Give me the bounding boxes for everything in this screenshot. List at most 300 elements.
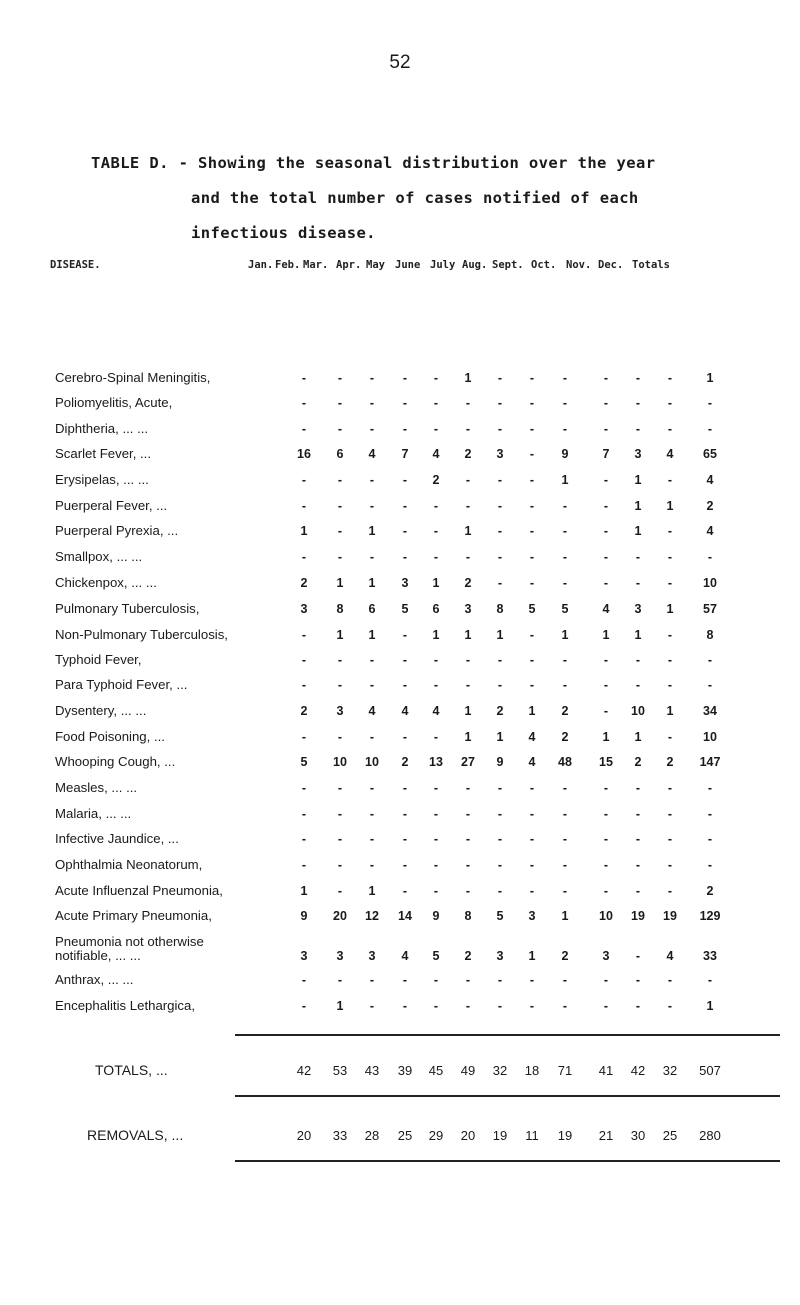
month-cell: -	[369, 832, 375, 846]
column-header: Totals	[632, 259, 670, 271]
month-cell: 1	[602, 730, 610, 744]
disease-label	[55, 907, 212, 925]
month-cell: 1	[368, 576, 376, 590]
month-cell: -	[433, 832, 439, 846]
month-cell: 1	[464, 371, 472, 385]
month-cell: -	[402, 550, 408, 564]
month-cell: -	[667, 884, 673, 898]
month-cell: 10	[365, 755, 379, 769]
table-title	[91, 146, 791, 251]
month-cell: -	[497, 653, 503, 667]
month-cell: -	[603, 678, 609, 692]
month-cell: 3	[336, 704, 344, 718]
month-cell: -	[603, 371, 609, 385]
month-cell: -	[433, 973, 439, 987]
month-cell: -	[562, 807, 568, 821]
month-cell: 1	[634, 628, 642, 642]
month-cell: -	[529, 422, 535, 436]
month-cell: -	[529, 371, 535, 385]
month-cell: 2	[496, 704, 504, 718]
month-cell: -	[635, 550, 641, 564]
month-cell: 3	[634, 447, 642, 461]
month-cell: -	[369, 473, 375, 487]
disease-label-line: Dysentery, ... ...	[55, 703, 147, 718]
month-cell: 1	[602, 628, 610, 642]
month-cell: 4	[432, 447, 440, 461]
month-cell: 4	[666, 949, 674, 963]
disease-label	[55, 471, 149, 489]
month-cell: -	[465, 807, 471, 821]
month-cell: 3	[634, 602, 642, 616]
month-cell: -	[433, 807, 439, 821]
horizontal-rule	[235, 1034, 780, 1036]
month-cell: 1	[464, 730, 472, 744]
month-cell: -	[667, 550, 673, 564]
month-cell: -	[529, 858, 535, 872]
month-cell: -	[301, 730, 307, 744]
month-cell: -	[301, 550, 307, 564]
month-cell: -	[635, 884, 641, 898]
month-cell: -	[337, 678, 343, 692]
month-cell: -	[529, 678, 535, 692]
month-cell: -	[529, 781, 535, 795]
disease-label	[55, 497, 167, 515]
month-cell: -	[337, 524, 343, 538]
month-cell: -	[562, 884, 568, 898]
month-cell: -	[635, 832, 641, 846]
month-cell: -	[433, 422, 439, 436]
disease-label	[55, 548, 142, 566]
page-number: 52	[389, 52, 411, 73]
month-cell: 1	[634, 524, 642, 538]
disease-label-line: Erysipelas, ... ...	[55, 472, 149, 487]
month-cell: -	[433, 858, 439, 872]
month-cell: 4	[401, 704, 409, 718]
month-cell: -	[402, 473, 408, 487]
month-cell: 19	[663, 909, 677, 923]
month-cell: 8	[336, 602, 344, 616]
month-cell: -	[603, 807, 609, 821]
month-cell: -	[369, 653, 375, 667]
title-line-3: infectious disease.	[191, 224, 376, 242]
month-cell: -	[301, 832, 307, 846]
month-cell: 1	[666, 602, 674, 616]
disease-label-line: notifiable, ... ...	[55, 948, 141, 963]
month-cell: -	[635, 653, 641, 667]
month-cell: 3	[336, 949, 344, 963]
month-cell: -	[301, 653, 307, 667]
removals-cell: 30	[630, 1128, 646, 1143]
month-cell: -	[337, 832, 343, 846]
month-cell: -	[667, 973, 673, 987]
month-cell: -	[497, 858, 503, 872]
month-cell: -	[369, 499, 375, 513]
row-total-cell: 8	[706, 628, 714, 642]
month-cell: -	[433, 371, 439, 385]
disease-label	[55, 997, 195, 1015]
month-cell: 5	[432, 949, 440, 963]
month-cell: -	[369, 807, 375, 821]
month-cell: -	[635, 678, 641, 692]
removals-cell: 29	[428, 1128, 444, 1143]
month-cell: 2	[300, 576, 308, 590]
title-line-2: and the total number of cases notified of each	[191, 189, 639, 207]
month-cell: -	[497, 371, 503, 385]
column-header: Apr.	[336, 259, 362, 271]
month-cell: -	[337, 730, 343, 744]
month-cell: -	[465, 550, 471, 564]
totals-cell: 45	[428, 1063, 444, 1078]
month-cell: -	[369, 396, 375, 410]
disease-label-line: Smallpox, ... ...	[55, 549, 143, 564]
removals-cell: 19	[557, 1128, 573, 1143]
row-total-cell: 2	[706, 499, 714, 513]
month-cell: -	[529, 473, 535, 487]
month-cell: -	[433, 999, 439, 1013]
month-cell: -	[529, 396, 535, 410]
month-cell: -	[433, 550, 439, 564]
row-total-cell: 65	[703, 447, 717, 461]
month-cell: -	[337, 807, 343, 821]
month-cell: -	[301, 678, 307, 692]
month-cell: -	[301, 807, 307, 821]
month-cell: 1	[336, 628, 344, 642]
month-cell: -	[433, 524, 439, 538]
disease-label	[55, 882, 223, 900]
month-cell: -	[402, 884, 408, 898]
month-cell: -	[465, 653, 471, 667]
month-cell: 4	[432, 704, 440, 718]
month-cell: 2	[666, 755, 674, 769]
month-cell: 5	[528, 602, 536, 616]
month-cell: -	[402, 973, 408, 987]
month-cell: -	[337, 550, 343, 564]
month-cell: -	[402, 422, 408, 436]
disease-label-line: Ophthalmia Neonatorum,	[55, 857, 203, 872]
month-cell: -	[667, 730, 673, 744]
month-cell: 1	[368, 628, 376, 642]
month-cell: 1	[368, 884, 376, 898]
column-header: July	[430, 259, 456, 271]
month-cell: 9	[300, 909, 308, 923]
totals-cell: 53	[332, 1063, 348, 1078]
month-cell: -	[497, 678, 503, 692]
month-cell: 4	[401, 949, 409, 963]
removals-cell: 20	[460, 1128, 476, 1143]
month-cell: -	[301, 973, 307, 987]
month-cell: 3	[368, 949, 376, 963]
month-cell: 27	[461, 755, 475, 769]
disease-label-line: Pneumonia not otherwise	[55, 934, 204, 949]
month-cell: -	[337, 422, 343, 436]
disease-label-line: Infective Jaundice, ...	[55, 831, 179, 846]
month-cell: 2	[432, 473, 440, 487]
month-cell: -	[402, 628, 408, 642]
month-cell: -	[497, 807, 503, 821]
month-cell: -	[301, 499, 307, 513]
disease-label	[55, 651, 142, 669]
month-cell: 20	[333, 909, 347, 923]
row-total-cell: 10	[703, 576, 717, 590]
disease-label	[55, 830, 179, 848]
disease-label-line: Food Poisoning, ...	[55, 729, 165, 744]
month-cell: 5	[496, 909, 504, 923]
disease-label-line: Acute Influenzal Pneumonia,	[55, 883, 223, 898]
disease-label	[55, 369, 210, 387]
month-cell: -	[337, 973, 343, 987]
month-cell: -	[562, 576, 568, 590]
row-total-cell: 129	[699, 909, 721, 923]
disease-label-line: Measles, ... ...	[55, 780, 138, 795]
column-header-disease: DISEASE.	[50, 259, 101, 271]
disease-label	[55, 626, 228, 644]
month-cell: -	[603, 973, 609, 987]
month-cell: -	[562, 999, 568, 1013]
month-cell: 1	[528, 704, 536, 718]
disease-label	[55, 574, 157, 592]
month-cell: 1	[561, 909, 569, 923]
totals-cell: 42	[630, 1063, 646, 1078]
disease-label	[55, 805, 131, 823]
month-cell: -	[465, 999, 471, 1013]
disease-label-line: Puerperal Pyrexia, ...	[55, 523, 179, 538]
month-cell: 1	[561, 473, 569, 487]
disease-label-line: Puerperal Fever, ...	[55, 498, 168, 513]
month-cell: -	[497, 973, 503, 987]
totals-cell: 49	[460, 1063, 476, 1078]
month-cell: -	[529, 653, 535, 667]
month-cell: -	[369, 550, 375, 564]
removals-cell: 19	[492, 1128, 508, 1143]
row-total-cell: -	[707, 550, 713, 564]
month-cell: -	[667, 396, 673, 410]
totals-cell: 32	[662, 1063, 678, 1078]
month-cell: -	[667, 473, 673, 487]
row-total-cell: 4	[706, 524, 714, 538]
month-cell: -	[301, 858, 307, 872]
month-cell: 1	[666, 499, 674, 513]
removals-cell: 21	[598, 1128, 614, 1143]
month-cell: 4	[666, 447, 674, 461]
month-cell: -	[465, 422, 471, 436]
month-cell: -	[402, 999, 408, 1013]
month-cell: -	[402, 653, 408, 667]
month-cell: 9	[496, 755, 504, 769]
month-cell: 4	[368, 447, 376, 461]
month-cell: -	[603, 704, 609, 718]
disease-label-line: Diphtheria, ... ...	[55, 421, 149, 436]
month-cell: -	[667, 858, 673, 872]
month-cell: -	[667, 999, 673, 1013]
month-cell: 1	[528, 949, 536, 963]
month-cell: 10	[599, 909, 613, 923]
month-cell: -	[529, 576, 535, 590]
month-cell: -	[667, 371, 673, 385]
month-cell: -	[402, 524, 408, 538]
month-cell: 4	[368, 704, 376, 718]
month-cell: 1	[496, 730, 504, 744]
month-cell: 9	[561, 447, 569, 461]
month-cell: 1	[634, 473, 642, 487]
month-cell: -	[635, 949, 641, 963]
column-header: Jan.	[248, 259, 274, 271]
month-cell: -	[337, 473, 343, 487]
disease-label-line: Encephalitis Lethargica,	[55, 998, 196, 1013]
month-cell: -	[369, 422, 375, 436]
disease-label-line: Anthrax, ... ...	[55, 972, 134, 987]
disease-label	[55, 420, 148, 438]
month-cell: 15	[599, 755, 613, 769]
disease-label-line: Poliomyelitis, Acute,	[55, 395, 173, 410]
month-cell: 14	[398, 909, 412, 923]
column-header: Sept.	[492, 259, 524, 271]
row-total-cell: -	[707, 678, 713, 692]
month-cell: -	[562, 832, 568, 846]
month-cell: -	[497, 499, 503, 513]
month-cell: -	[465, 678, 471, 692]
month-cell: 3	[496, 949, 504, 963]
disease-label-line: Pulmonary Tuberculosis,	[55, 601, 200, 616]
month-cell: -	[402, 781, 408, 795]
month-cell: 1	[464, 628, 472, 642]
month-cell: 1	[336, 576, 344, 590]
totals-cell: 39	[397, 1063, 413, 1078]
removals-cell: 280	[699, 1128, 721, 1143]
row-total-cell: 1	[706, 371, 714, 385]
month-cell: -	[635, 999, 641, 1013]
totals-cell: 42	[296, 1063, 312, 1078]
month-cell: -	[667, 807, 673, 821]
disease-label	[55, 779, 137, 797]
month-cell: -	[369, 730, 375, 744]
month-cell: -	[337, 499, 343, 513]
row-total-cell: 1	[706, 999, 714, 1013]
month-cell: -	[301, 396, 307, 410]
month-cell: 1	[432, 576, 440, 590]
month-cell: -	[369, 999, 375, 1013]
month-cell: 4	[528, 730, 536, 744]
month-cell: -	[497, 781, 503, 795]
month-cell: 1	[464, 524, 472, 538]
column-header: May	[366, 259, 385, 271]
month-cell: -	[562, 524, 568, 538]
totals-label: TOTALS, ...	[95, 1062, 168, 1078]
month-cell: 2	[561, 949, 569, 963]
month-cell: 5	[300, 755, 308, 769]
disease-label	[55, 728, 165, 746]
month-cell: 3	[300, 949, 308, 963]
month-cell: 1	[300, 524, 308, 538]
month-cell: -	[667, 628, 673, 642]
column-header: Mar.	[303, 259, 329, 271]
month-cell: -	[465, 473, 471, 487]
month-cell: 2	[401, 755, 409, 769]
month-cell: -	[667, 524, 673, 538]
month-cell: -	[402, 371, 408, 385]
disease-label-line: Acute Primary Pneumonia,	[55, 908, 212, 923]
month-cell: 3	[496, 447, 504, 461]
month-cell: -	[301, 422, 307, 436]
month-cell: 8	[464, 909, 472, 923]
month-cell: -	[562, 973, 568, 987]
month-cell: -	[497, 524, 503, 538]
month-cell: -	[369, 858, 375, 872]
month-cell: 48	[558, 755, 572, 769]
month-cell: -	[603, 858, 609, 872]
disease-label	[55, 856, 202, 874]
column-header: Oct.	[531, 259, 557, 271]
month-cell: -	[301, 781, 307, 795]
month-cell: -	[465, 396, 471, 410]
month-cell: -	[635, 371, 641, 385]
month-cell: -	[402, 807, 408, 821]
month-cell: 7	[602, 447, 610, 461]
row-total-cell: -	[707, 973, 713, 987]
month-cell: -	[635, 422, 641, 436]
month-cell: -	[465, 884, 471, 898]
row-total-cell: -	[707, 858, 713, 872]
month-cell: -	[465, 499, 471, 513]
month-cell: -	[402, 832, 408, 846]
month-cell: -	[433, 884, 439, 898]
disease-label	[55, 753, 175, 771]
month-cell: -	[529, 628, 535, 642]
month-cell: -	[603, 781, 609, 795]
month-cell: -	[369, 973, 375, 987]
month-cell: -	[465, 858, 471, 872]
month-cell: -	[369, 781, 375, 795]
row-total-cell: 33	[703, 949, 717, 963]
totals-cell: 71	[557, 1063, 573, 1078]
row-total-cell: -	[707, 422, 713, 436]
month-cell: -	[369, 371, 375, 385]
month-cell: -	[562, 550, 568, 564]
month-cell: 3	[528, 909, 536, 923]
month-cell: -	[562, 653, 568, 667]
month-cell: 12	[365, 909, 379, 923]
column-header: Nov.	[566, 259, 592, 271]
month-cell: -	[337, 858, 343, 872]
month-cell: -	[667, 422, 673, 436]
month-cell: -	[529, 807, 535, 821]
month-cell: -	[603, 653, 609, 667]
month-cell: -	[635, 576, 641, 590]
row-total-cell: -	[707, 396, 713, 410]
month-cell: -	[402, 730, 408, 744]
month-cell: 3	[300, 602, 308, 616]
column-header: June	[395, 259, 421, 271]
month-cell: 2	[464, 576, 472, 590]
month-cell: -	[562, 781, 568, 795]
row-total-cell: -	[707, 832, 713, 846]
month-cell: -	[562, 678, 568, 692]
month-cell: -	[465, 832, 471, 846]
month-cell: -	[603, 499, 609, 513]
disease-label-line: Typhoid Fever,	[55, 652, 142, 667]
month-cell: -	[635, 807, 641, 821]
month-cell: 13	[429, 755, 443, 769]
month-cell: -	[529, 550, 535, 564]
removals-label: REMOVALS, ...	[87, 1127, 184, 1143]
row-total-cell: -	[707, 653, 713, 667]
month-cell: 3	[401, 576, 409, 590]
month-cell: -	[497, 576, 503, 590]
month-cell: -	[562, 499, 568, 513]
month-cell: 5	[561, 602, 569, 616]
totals-cell: 18	[524, 1063, 540, 1078]
month-cell: 1	[300, 884, 308, 898]
row-total-cell: 10	[703, 730, 717, 744]
